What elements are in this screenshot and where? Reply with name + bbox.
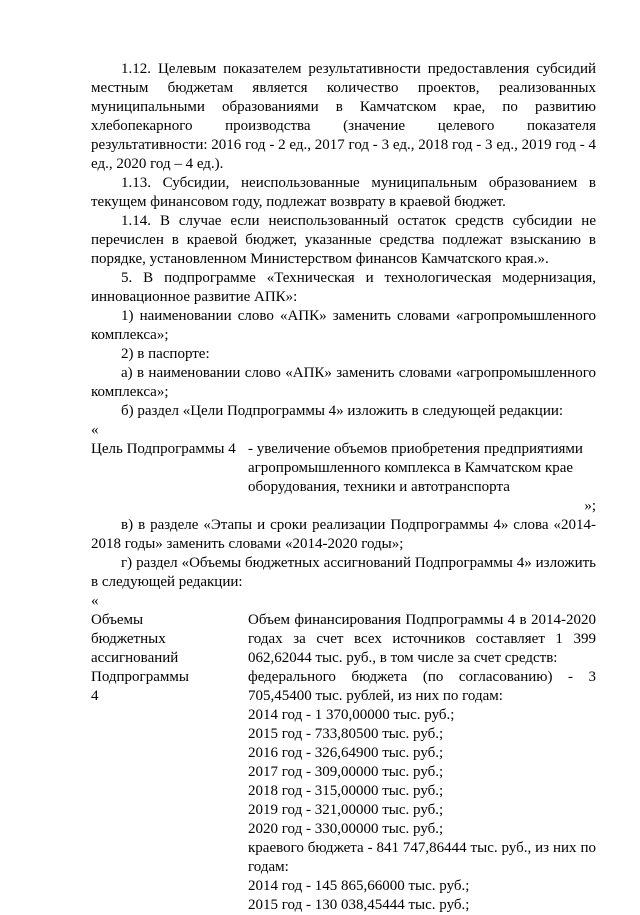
- quote-open-mark: «: [91, 422, 99, 438]
- federal-year-2015: 2015 год - 733,80500 тыс. руб.;: [248, 726, 444, 742]
- paragraph-item-1: 1) наименовании слово «АПК» заменить словами «агропромышленного комплекса»;: [91, 308, 596, 343]
- volumes-intro: Объем финансирования Подпрограммы 4 в 2014-2020 годах за счет всех источников составляет 1 399 062,62044 тыс. руб., в том числе за счет средств:: [248, 612, 596, 666]
- goal-label: Цель Подпрограммы 4: [91, 441, 236, 457]
- volumes-label: Объемы бюджетных ассигнований Подпрограммы 4: [91, 612, 189, 704]
- document-page: [91, 60, 596, 915]
- volumes-row: [91, 611, 596, 915]
- regional-year-2015: 2015 год - 130 038,45444 тыс. руб.;: [248, 897, 470, 913]
- volumes-federal: федерального бюджета (по согласованию) - 3 705,45400 тыс. рублей, из них по годам:: [248, 669, 596, 704]
- paragraph-1-14: 1.14. В случае если неиспользованный остаток средств субсидии не перечислен в краевой бюджет, указанные средства подлежат взысканию в порядке, установленном Министерством финансов Камчатского края.».: [91, 213, 596, 267]
- federal-year-2017: 2017 год - 309,00000 тыс. руб.;: [248, 764, 444, 780]
- goal-value: - увеличение объемов приобретения предприятиями агропромышленного комплекса в Камчатском крае оборудования, техники и автотранспорта: [248, 441, 583, 495]
- goal-row: [91, 440, 596, 497]
- federal-year-2014: 2014 год - 1 370,00000 тыс. руб.;: [248, 707, 455, 723]
- paragraph-item-b: б) раздел «Цели Подпрограммы 4» изложить в следующей редакции:: [121, 403, 564, 419]
- paragraph-item-v: в) в разделе «Этапы и сроки реализации Подпрограммы 4» слова «2014-2018 годы» заменить словами «2014-2020 годы»;: [91, 517, 596, 552]
- federal-year-2018: 2018 год - 315,00000 тыс. руб.;: [248, 783, 444, 799]
- volumes-regional: краевого бюджета - 841 747,86444 тыс. руб., из них по годам:: [248, 840, 596, 875]
- regional-year-2014: 2014 год - 145 865,66000 тыс. руб.;: [248, 878, 470, 894]
- paragraph-5: 5. В подпрограмме «Техническая и технологическая модернизация, инновационное развитие АПК»:: [91, 270, 596, 305]
- paragraph-1-12: 1.12. Целевым показателем результативности предоставления субсидий местным бюджетам является количество проектов, реализованных муниципальными образованиями в Камчатском крае, по развитию хлебопекарного производства (значение целевого показателя результативности: 2016 год - 2 ед., 2017 год - 3 ед., 2018 год - 3 ед., 2019 год - 4 ед., 2020 год – 4 ед.).: [91, 61, 596, 172]
- paragraph-item-a: а) в наименовании слово «АПК» заменить словами «агропромышленного комплекса»;: [91, 365, 596, 400]
- quote-close-mark: »;: [584, 498, 596, 514]
- volumes-value: [248, 611, 596, 915]
- paragraph-item-g: г) раздел «Объемы бюджетных ассигнований Подпрограммы 4» изложить в следующей редакции:: [91, 555, 596, 590]
- paragraph-1-13: 1.13. Субсидии, неиспользованные муниципальным образованием в текущем финансовом году, подлежат возврату в краевой бюджет.: [91, 175, 596, 210]
- federal-year-2019: 2019 год - 321,00000 тыс. руб.;: [248, 802, 444, 818]
- quote-open-mark-2: «: [91, 593, 99, 609]
- federal-year-2016: 2016 год - 326,64900 тыс. руб.;: [248, 745, 444, 761]
- paragraph-item-2: 2) в паспорте:: [121, 346, 210, 362]
- federal-year-2020: 2020 год - 330,00000 тыс. руб.;: [248, 821, 444, 837]
